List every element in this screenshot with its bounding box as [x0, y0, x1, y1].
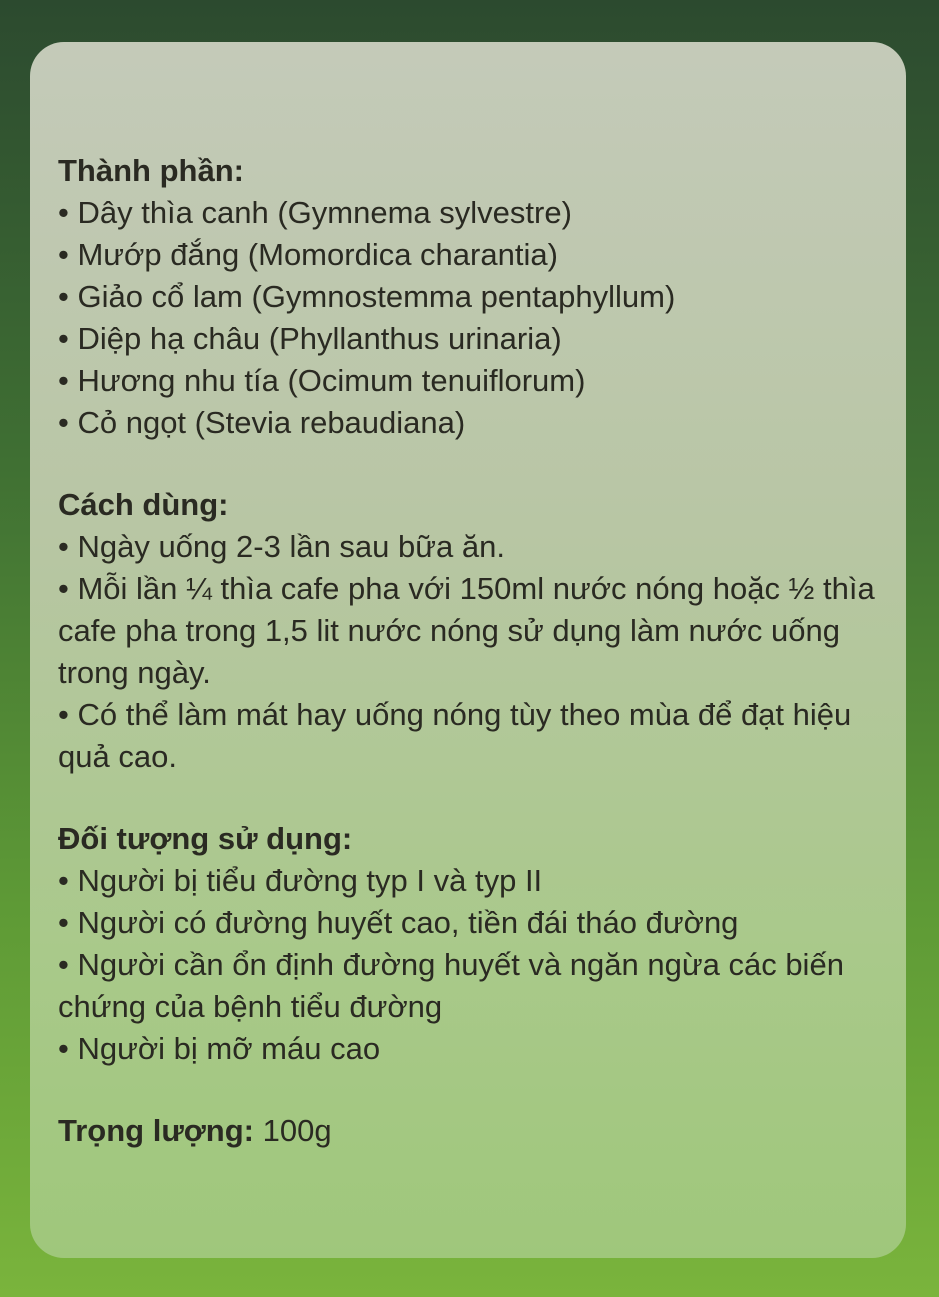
weight-line [58, 1110, 878, 1152]
weight-section [58, 1110, 878, 1152]
usage-item: • Mỗi lần ¼ thìa cafe pha với 150ml nước nóng hoặc ½ thìa cafe pha trong 1,5 lit nước nóng sử dụng làm nước uống trong ngày. [58, 571, 875, 690]
ingredient-item: • Giảo cổ lam (Gymnostemma pentaphyllum) [58, 279, 676, 314]
ingredient-item: • Dây thìa canh (Gymnema sylvestre) [58, 195, 572, 230]
target-section [58, 818, 878, 1070]
usage-item: • Có thể làm mát hay uống nóng tùy theo mùa để đạt hiệu quả cao. [58, 697, 852, 774]
target-item: • Người có đường huyết cao, tiền đái tháo đường [58, 905, 739, 940]
ingredient-item: • Cỏ ngọt (Stevia rebaudiana) [58, 405, 466, 440]
weight-label: Trọng lượng: [58, 1113, 255, 1148]
target-item: • Người cần ổn định đường huyết và ngăn ngừa các biến chứng của bệnh tiểu đường [58, 947, 844, 1024]
ingredients-section [58, 150, 878, 444]
target-item: • Người bị mỡ máu cao [58, 1031, 381, 1066]
usage-section [58, 484, 878, 778]
usage-item: • Ngày uống 2-3 lần sau bữa ăn. [58, 529, 505, 564]
weight-value: 100g [262, 1113, 332, 1148]
ingredients-heading: Thành phần: [58, 153, 244, 188]
ingredient-item: • Diệp hạ châu (Phyllanthus urinaria) [58, 321, 562, 356]
target-heading: Đối tượng sử dụng: [58, 821, 353, 856]
product-info-card [30, 42, 906, 1258]
ingredient-item: • Mướp đắng (Momordica charantia) [58, 237, 558, 272]
target-item: • Người bị tiểu đường typ I và typ II [58, 863, 543, 898]
ingredient-item: • Hương nhu tía (Ocimum tenuiflorum) [58, 363, 586, 398]
usage-heading: Cách dùng: [58, 487, 229, 522]
